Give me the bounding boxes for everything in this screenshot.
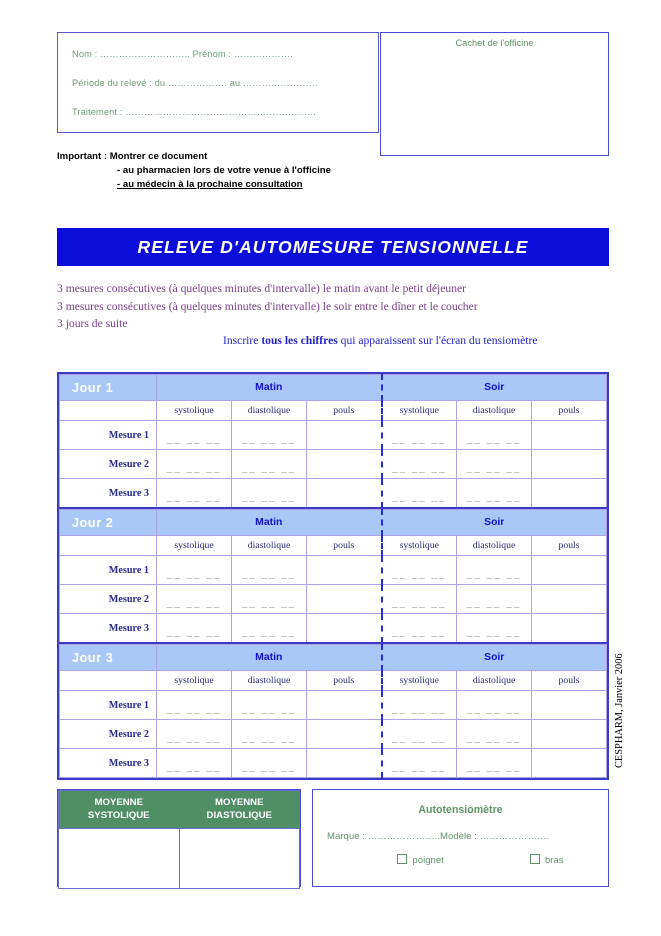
table-subheader-row [60, 671, 607, 691]
column-header-matin-pouls: pouls [307, 401, 382, 421]
cell-soir-diastolique-1[interactable] [457, 556, 532, 585]
cell-matin-diastolique-3[interactable] [232, 614, 307, 643]
value-placeholder: __ __ __ [166, 760, 222, 773]
value-placeholder: __ __ __ [466, 702, 522, 715]
table-header-row [60, 510, 607, 536]
column-header-soir-diastolique: diastolique [457, 401, 532, 421]
cell-soir-pouls-1[interactable] [532, 421, 607, 450]
value-placeholder: __ __ __ [466, 490, 522, 503]
table-row [60, 691, 607, 720]
averages-box [57, 789, 301, 887]
value-placeholder: __ __ __ [392, 567, 447, 580]
day-label: Jour 3 [60, 645, 157, 671]
cell-soir-systolique-1[interactable] [382, 421, 457, 450]
table-row [60, 479, 607, 508]
value-placeholder: __ __ __ [241, 731, 297, 744]
period-header-matin: Matin [157, 510, 382, 536]
column-header-matin-systolique: systolique [157, 536, 232, 556]
column-header-matin-diastolique: diastolique [232, 671, 307, 691]
cell-matin-diastolique-2[interactable] [232, 585, 307, 614]
device-type-checkboxes [313, 854, 608, 866]
cell-soir-pouls-1[interactable] [532, 691, 607, 720]
treatment-field[interactable]: Traitement : ……………………………………………………. [72, 107, 316, 117]
inscrire-note [223, 334, 538, 347]
measure-row-label: Mesure 2 [60, 450, 157, 479]
table-row [60, 749, 607, 778]
average-systolic-value[interactable] [59, 829, 180, 889]
subheader-spacer [60, 401, 157, 421]
cell-soir-pouls-2[interactable] [532, 585, 607, 614]
measure-row-label: Mesure 2 [60, 720, 157, 749]
average-diastolic-header [179, 791, 300, 829]
measure-row-label: Mesure 2 [60, 585, 157, 614]
value-placeholder: __ __ __ [166, 596, 222, 609]
cell-soir-systolique-2[interactable] [382, 450, 457, 479]
period-header-soir: Soir [382, 645, 607, 671]
measure-row-label: Mesure 3 [60, 749, 157, 778]
cell-matin-systolique-2[interactable] [157, 585, 232, 614]
checkbox-icon[interactable] [530, 854, 540, 864]
device-info-box [312, 789, 609, 887]
cell-soir-systolique-3[interactable] [382, 749, 457, 778]
average-diastolic-header-line1: MOYENNE [214, 797, 264, 809]
column-header-soir-systolique: systolique [382, 671, 457, 691]
notice-line-3 [57, 178, 331, 192]
cell-soir-pouls-3[interactable] [532, 479, 607, 508]
value-placeholder: __ __ __ [392, 596, 447, 609]
pharmacy-stamp-box[interactable] [380, 32, 609, 156]
cell-matin-diastolique-1[interactable] [232, 421, 307, 450]
cell-matin-diastolique-1[interactable] [232, 556, 307, 585]
cell-soir-diastolique-3[interactable] [457, 479, 532, 508]
cell-matin-pouls-1[interactable] [307, 421, 382, 450]
measure-row-label: Mesure 3 [60, 479, 157, 508]
measure-row-label: Mesure 3 [60, 614, 157, 643]
patient-identity-box [57, 32, 379, 133]
table-subheader-row [60, 536, 607, 556]
column-header-soir-pouls: pouls [532, 671, 607, 691]
column-header-soir-pouls: pouls [532, 536, 607, 556]
period-header-matin: Matin [157, 375, 382, 401]
measurements-table [59, 644, 607, 778]
cell-soir-systolique-2[interactable] [382, 585, 457, 614]
average-systolic-header-line1: MOYENNE [94, 797, 143, 809]
value-placeholder: __ __ __ [392, 731, 447, 744]
day-label: Jour 2 [60, 510, 157, 536]
checkbox-poignet[interactable] [397, 854, 443, 866]
value-placeholder: __ __ __ [466, 731, 522, 744]
important-notice [57, 150, 331, 193]
cell-soir-pouls-3[interactable] [532, 614, 607, 643]
period-header-soir: Soir [382, 375, 607, 401]
cell-soir-systolique-1[interactable] [382, 691, 457, 720]
value-placeholder: __ __ __ [392, 702, 447, 715]
cell-matin-systolique-2[interactable] [157, 450, 232, 479]
table-row [60, 450, 607, 479]
table-row [60, 614, 607, 643]
subheader-spacer [60, 536, 157, 556]
table-row [60, 585, 607, 614]
column-header-soir-pouls: pouls [532, 401, 607, 421]
cell-soir-systolique-1[interactable] [382, 556, 457, 585]
cell-matin-diastolique-2[interactable] [232, 720, 307, 749]
document-title-banner [57, 228, 609, 266]
cell-matin-systolique-3[interactable] [157, 614, 232, 643]
value-placeholder: __ __ __ [166, 702, 222, 715]
value-placeholder: __ __ __ [392, 490, 447, 503]
inscrire-prefix: Inscrire [223, 334, 262, 347]
checkbox-poignet-label: poignet [412, 855, 444, 866]
cell-soir-diastolique-2[interactable] [457, 720, 532, 749]
column-header-soir-systolique: systolique [382, 401, 457, 421]
day-table-2 [57, 507, 609, 645]
value-placeholder: __ __ __ [166, 432, 222, 445]
day-table-1 [57, 372, 609, 510]
document-title: RELEVE D'AUTOMESURE TENSIONNELLE [137, 236, 529, 257]
average-systolic-header-line2: SYSTOLIQUE [87, 809, 150, 821]
value-placeholder: __ __ __ [241, 461, 297, 474]
measure-row-label: Mesure 1 [60, 556, 157, 585]
instruction-line-3: 3 jours de suite [57, 317, 128, 331]
average-systolic-header [59, 791, 180, 829]
value-placeholder: __ __ __ [166, 625, 222, 638]
cell-matin-systolique-2[interactable] [157, 720, 232, 749]
cell-matin-diastolique-2[interactable] [232, 450, 307, 479]
column-header-matin-systolique: systolique [157, 671, 232, 691]
cell-matin-systolique-3[interactable] [157, 479, 232, 508]
cell-soir-pouls-3[interactable] [532, 749, 607, 778]
cell-soir-pouls-2[interactable] [532, 450, 607, 479]
column-header-matin-pouls: pouls [307, 536, 382, 556]
cell-matin-pouls-3[interactable] [307, 749, 382, 778]
device-title: Autotensiomètre [418, 804, 503, 816]
instruction-line-1: 3 mesures consécutives (à quelques minutes d'intervalle) le matin avant le petit déjeuner [57, 282, 467, 295]
cell-matin-diastolique-3[interactable] [232, 749, 307, 778]
table-header-row [60, 645, 607, 671]
cell-matin-pouls-2[interactable] [307, 585, 382, 614]
value-placeholder: __ __ __ [241, 490, 297, 503]
cell-matin-pouls-1[interactable] [307, 691, 382, 720]
value-placeholder: __ __ __ [466, 596, 522, 609]
day-label: Jour 1 [60, 375, 157, 401]
value-placeholder: __ __ __ [166, 731, 222, 744]
value-placeholder: __ __ __ [392, 625, 447, 638]
value-placeholder: __ __ __ [466, 760, 522, 773]
cell-soir-systolique-2[interactable] [382, 720, 457, 749]
value-placeholder: __ __ __ [392, 760, 447, 773]
footer-credit: CESPHARM, Janvier 2006 [614, 653, 625, 768]
period-header-matin: Matin [157, 645, 382, 671]
table-header-row [60, 375, 607, 401]
cell-soir-systolique-3[interactable] [382, 614, 457, 643]
value-placeholder: __ __ __ [166, 490, 222, 503]
inscrire-emphasis: tous les chiffres [261, 334, 338, 347]
instruction-line-2: 3 mesures consécutives (à quelques minutes d'intervalle) le soir entre le dîner et le coucher [57, 299, 478, 313]
period-field[interactable]: Période du relevé : du ………………. au …………………… [72, 78, 318, 88]
value-placeholder: __ __ __ [241, 760, 297, 773]
patient-name-field[interactable]: Nom : ……………………….. Prénom : ………………. [72, 49, 293, 59]
pharmacy-stamp-label: Cachet de l'officine [455, 38, 534, 48]
cell-soir-systolique-3[interactable] [382, 479, 457, 508]
value-placeholder: __ __ __ [166, 567, 222, 580]
cell-matin-diastolique-1[interactable] [232, 691, 307, 720]
checkbox-bras-label: bras [544, 855, 564, 866]
measurements-table [59, 374, 607, 508]
notice-line-2: - au pharmacien lors de votre venue à l'officine [117, 165, 331, 177]
value-placeholder: __ __ __ [466, 625, 522, 638]
column-header-matin-systolique: systolique [157, 401, 232, 421]
column-header-soir-systolique: systolique [382, 536, 457, 556]
instructions-block [57, 280, 617, 333]
cell-matin-pouls-3[interactable] [307, 479, 382, 508]
column-header-soir-diastolique: diastolique [457, 671, 532, 691]
period-header-soir: Soir [382, 510, 607, 536]
subheader-spacer [60, 671, 157, 691]
value-placeholder: __ __ __ [241, 702, 297, 715]
cell-soir-diastolique-3[interactable] [457, 749, 532, 778]
cell-matin-diastolique-3[interactable] [232, 479, 307, 508]
cell-matin-systolique-1[interactable] [157, 556, 232, 585]
device-brand-model-field[interactable]: Marque : …………………..Modèle : …………………. [327, 831, 550, 842]
value-placeholder: __ __ __ [166, 461, 222, 474]
cell-soir-pouls-1[interactable] [532, 556, 607, 585]
cell-matin-pouls-1[interactable] [307, 556, 382, 585]
value-placeholder: __ __ __ [241, 596, 297, 609]
value-placeholder: __ __ __ [466, 567, 522, 580]
value-placeholder: __ __ __ [392, 432, 447, 445]
notice-line-3-text: - au médecin à la prochaine consultation [117, 179, 303, 191]
inscrire-suffix: qui apparaissent sur l'écran du tensiomètre [337, 334, 538, 347]
column-header-matin-diastolique: diastolique [232, 536, 307, 556]
cell-soir-diastolique-2[interactable] [457, 585, 532, 614]
value-placeholder: __ __ __ [241, 567, 297, 580]
checkbox-icon[interactable] [397, 854, 407, 864]
table-subheader-row [60, 401, 607, 421]
value-placeholder: __ __ __ [241, 625, 297, 638]
column-header-matin-diastolique: diastolique [232, 401, 307, 421]
average-diastolic-header-line2: DIASTOLIQUE [206, 809, 272, 821]
cell-matin-pouls-3[interactable] [307, 614, 382, 643]
cell-soir-diastolique-1[interactable] [457, 421, 532, 450]
table-row [60, 556, 607, 585]
table-row [60, 421, 607, 450]
cell-soir-pouls-2[interactable] [532, 720, 607, 749]
column-header-soir-diastolique: diastolique [457, 536, 532, 556]
measurements-table [59, 509, 607, 643]
cell-matin-pouls-2[interactable] [307, 450, 382, 479]
value-placeholder: __ __ __ [466, 432, 522, 445]
day-table-3 [57, 642, 609, 780]
cell-matin-pouls-2[interactable] [307, 720, 382, 749]
cell-soir-diastolique-3[interactable] [457, 614, 532, 643]
cell-soir-diastolique-1[interactable] [457, 691, 532, 720]
checkbox-bras[interactable] [530, 854, 564, 866]
measure-row-label: Mesure 1 [60, 421, 157, 450]
value-placeholder: __ __ __ [241, 432, 297, 445]
value-placeholder: __ __ __ [466, 461, 522, 474]
average-diastolic-value[interactable] [179, 829, 300, 889]
value-placeholder: __ __ __ [392, 461, 447, 474]
cell-matin-systolique-1[interactable] [157, 421, 232, 450]
measure-row-label: Mesure 1 [60, 691, 157, 720]
cell-matin-systolique-1[interactable] [157, 691, 232, 720]
table-row [60, 720, 607, 749]
cell-soir-diastolique-2[interactable] [457, 450, 532, 479]
notice-line-1: Important : Montrer ce document [57, 151, 208, 162]
column-header-matin-pouls: pouls [307, 671, 382, 691]
cell-matin-systolique-3[interactable] [157, 749, 232, 778]
